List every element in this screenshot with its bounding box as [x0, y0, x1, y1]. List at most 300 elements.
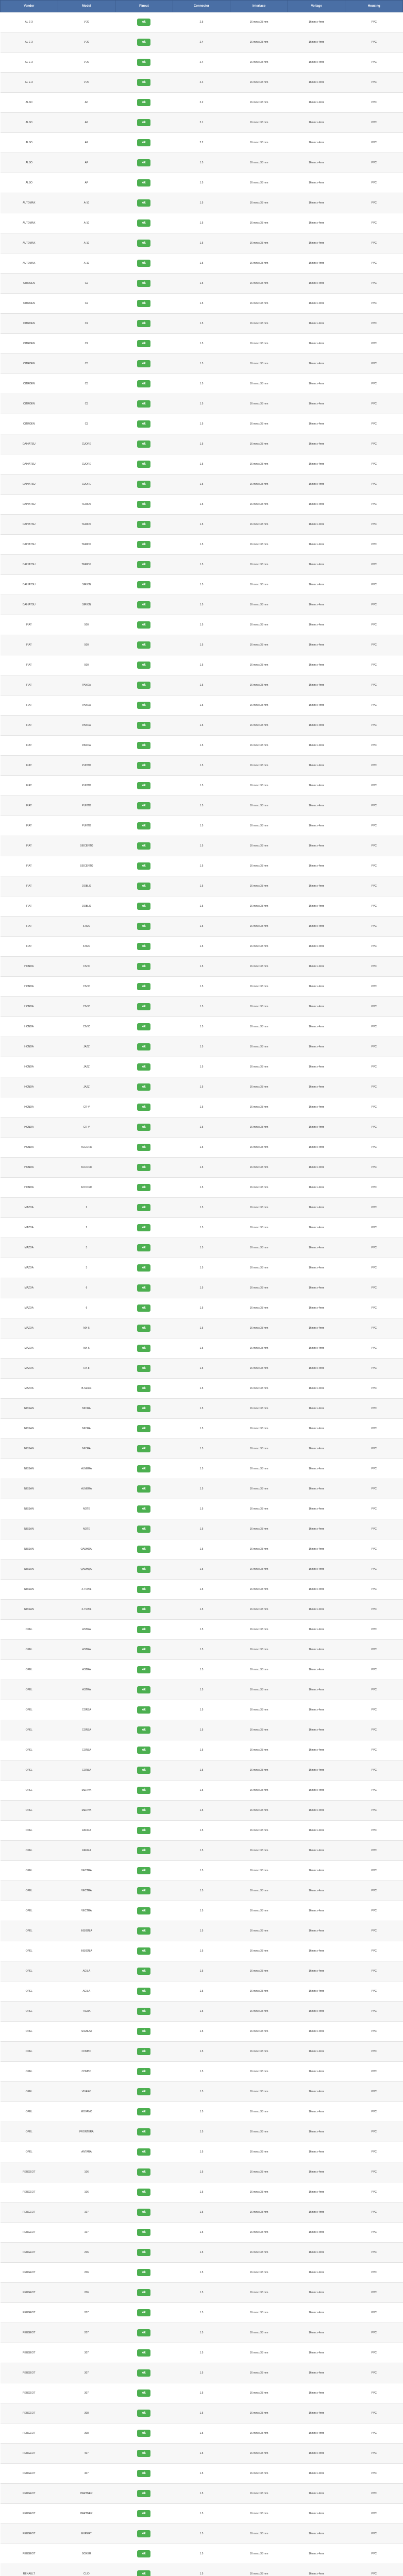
cell-pinout2: 16mm x 4mm — [288, 1258, 345, 1278]
cell-model: 3 — [58, 1258, 115, 1278]
cell-connector: 1.5 — [173, 736, 230, 756]
cell-pinout — [115, 2363, 173, 2383]
cell-model: DOBLO — [58, 896, 115, 917]
status-badge[interactable]: ok — [137, 159, 150, 166]
status-badge[interactable]: ok — [137, 662, 150, 669]
cell-model: C2 — [58, 334, 115, 354]
table-row — [1, 2002, 403, 2022]
status-badge[interactable]: ok — [137, 340, 150, 347]
status-badge[interactable]: ok — [137, 1887, 150, 1894]
cell-model: ACCORD — [58, 1178, 115, 1198]
status-badge[interactable]: ok — [137, 139, 150, 146]
cell-vendor: OPEL — [1, 2142, 58, 2162]
cell-pinout — [115, 1017, 173, 1037]
status-badge[interactable]: ok — [137, 1767, 150, 1774]
cell-connector: 1.5 — [173, 1519, 230, 1539]
cell-voltage: 16 mm x 33 mm — [230, 1057, 288, 1077]
cell-pinout — [115, 32, 173, 53]
cell-voltage: 16 mm x 33 mm — [230, 1580, 288, 1600]
cell-pinout — [115, 977, 173, 997]
status-badge[interactable]: ok — [137, 2510, 150, 2517]
status-badge[interactable]: ok — [137, 1867, 150, 1874]
status-badge[interactable]: ok — [137, 1907, 150, 1914]
cell-vendor: OPEL — [1, 2062, 58, 2082]
status-badge[interactable]: ok — [137, 19, 150, 26]
table-row — [1, 2424, 403, 2444]
table-row — [1, 2243, 403, 2263]
cell-pinout — [115, 736, 173, 756]
status-badge[interactable]: ok — [137, 1345, 150, 1352]
status-badge[interactable]: ok — [137, 2229, 150, 2236]
status-badge[interactable]: ok — [137, 79, 150, 86]
status-badge[interactable]: ok — [137, 2028, 150, 2035]
cell-model: MICRA — [58, 1399, 115, 1419]
status-badge[interactable]: ok — [137, 2289, 150, 2296]
cell-model: TIGRA — [58, 2002, 115, 2022]
cell-connector: 1.5 — [173, 917, 230, 937]
cell-connector: 1.5 — [173, 1740, 230, 1760]
cell-voltage: 16 mm x 33 mm — [230, 997, 288, 1017]
cell-vendor: MAZDA — [1, 1198, 58, 1218]
cell-housing: PVC — [345, 253, 403, 274]
cell-model: 500 — [58, 655, 115, 675]
cell-vendor: MAZDA — [1, 1379, 58, 1399]
cell-connector: 1.5 — [173, 696, 230, 716]
cell-housing: PVC — [345, 1539, 403, 1560]
cell-voltage: 16 mm x 33 mm — [230, 394, 288, 414]
cell-model: VECTRA — [58, 1881, 115, 1901]
table-row — [1, 113, 403, 133]
status-badge[interactable]: ok — [137, 1124, 150, 1131]
cell-voltage: 16 mm x 33 mm — [230, 575, 288, 595]
cell-pinout — [115, 454, 173, 474]
status-badge[interactable]: ok — [137, 1586, 150, 1593]
cell-vendor: FIAT — [1, 655, 58, 675]
status-badge[interactable]: ok — [137, 1626, 150, 1633]
status-badge[interactable]: ok — [137, 1445, 150, 1452]
cell-pinout2: 16mm x 4mm — [288, 595, 345, 615]
status-badge[interactable]: ok — [137, 1706, 150, 1714]
cell-pinout2: 16mm x 4mm — [288, 2102, 345, 2122]
status-badge[interactable]: ok — [137, 2309, 150, 2316]
status-badge[interactable]: ok — [137, 802, 150, 809]
status-badge[interactable]: ok — [137, 682, 150, 689]
status-badge[interactable]: ok — [137, 1365, 150, 1372]
status-badge[interactable]: ok — [137, 541, 150, 548]
status-badge[interactable]: ok — [137, 461, 150, 468]
status-badge[interactable]: ok — [137, 2490, 150, 2497]
status-badge[interactable]: ok — [137, 501, 150, 508]
cell-vendor: AUTOMAX — [1, 213, 58, 233]
cell-pinout2: 16mm x 4mm — [288, 655, 345, 675]
cell-connector: 1.5 — [173, 1198, 230, 1218]
cell-voltage: 16 mm x 33 mm — [230, 1258, 288, 1278]
status-badge[interactable]: ok — [137, 1927, 150, 1935]
cell-connector: 1.5 — [173, 1861, 230, 1881]
status-badge[interactable]: ok — [137, 2088, 150, 2095]
status-badge[interactable]: ok — [137, 1947, 150, 1955]
status-badge[interactable]: ok — [137, 1747, 150, 1754]
cell-vendor: MAZDA — [1, 1298, 58, 1318]
cell-model: STILO — [58, 937, 115, 957]
status-badge[interactable]: ok — [137, 380, 150, 387]
cell-pinout — [115, 836, 173, 856]
cell-housing: PVC — [345, 716, 403, 736]
status-badge[interactable]: ok — [137, 2189, 150, 2196]
table-row — [1, 1479, 403, 1499]
status-badge[interactable]: ok — [137, 822, 150, 829]
cell-pinout2: 16mm x 4mm — [288, 213, 345, 233]
cell-vendor: OPEL — [1, 1841, 58, 1861]
cell-pinout — [115, 1921, 173, 1941]
status-badge[interactable]: ok — [137, 1505, 150, 1513]
cell-pinout — [115, 1399, 173, 1419]
status-badge[interactable]: ok — [137, 1847, 150, 1854]
status-badge[interactable]: ok — [137, 1566, 150, 1573]
status-badge[interactable]: ok — [137, 2068, 150, 2075]
cell-voltage: 16 mm x 33 mm — [230, 193, 288, 213]
status-badge[interactable]: ok — [137, 1726, 150, 1734]
status-badge[interactable]: ok — [137, 260, 150, 267]
status-badge[interactable]: ok — [137, 2048, 150, 2055]
cell-pinout — [115, 1218, 173, 1238]
status-badge[interactable]: ok — [137, 722, 150, 729]
status-badge[interactable]: ok — [137, 2168, 150, 2176]
status-badge[interactable]: ok — [137, 1606, 150, 1613]
status-badge[interactable]: ok — [137, 601, 150, 608]
status-badge[interactable]: ok — [137, 2450, 150, 2457]
table-row — [1, 776, 403, 796]
status-badge[interactable]: ok — [137, 1244, 150, 1251]
cell-housing: PVC — [345, 2243, 403, 2263]
cell-pinout2: 16mm x 4mm — [288, 133, 345, 153]
cell-housing: PVC — [345, 856, 403, 876]
cell-voltage: 16 mm x 33 mm — [230, 474, 288, 495]
cell-voltage: 16 mm x 33 mm — [230, 1479, 288, 1499]
status-badge[interactable]: ok — [137, 1264, 150, 1272]
cell-vendor: OPEL — [1, 1680, 58, 1700]
cell-voltage: 16 mm x 33 mm — [230, 1218, 288, 1238]
cell-pinout2: 16mm x 4mm — [288, 294, 345, 314]
status-badge[interactable]: ok — [137, 1083, 150, 1091]
status-badge[interactable]: ok — [137, 923, 150, 930]
cell-housing: PVC — [345, 1981, 403, 2002]
status-badge[interactable]: ok — [137, 1827, 150, 1834]
status-badge[interactable]: ok — [137, 2269, 150, 2276]
cell-vendor: FIAT — [1, 876, 58, 896]
status-badge[interactable]: ok — [137, 219, 150, 227]
cell-housing: PVC — [345, 1861, 403, 1881]
table-row — [1, 2202, 403, 2223]
cell-vendor: ALSO — [1, 113, 58, 133]
status-badge[interactable]: ok — [137, 119, 150, 126]
cell-vendor: PEUGEOT — [1, 2524, 58, 2544]
cell-pinout — [115, 1258, 173, 1278]
cell-model: C2 — [58, 294, 115, 314]
table-row — [1, 2524, 403, 2544]
status-badge[interactable]: ok — [137, 2128, 150, 2136]
status-badge[interactable]: ok — [137, 1425, 150, 1432]
cell-pinout2: 16mm x 4mm — [288, 1941, 345, 1961]
cell-housing: PVC — [345, 2283, 403, 2303]
cell-housing: PVC — [345, 515, 403, 535]
cell-model: AGILA — [58, 1961, 115, 1981]
cell-pinout2: 16mm x 4mm — [288, 816, 345, 836]
status-badge[interactable]: ok — [137, 2530, 150, 2537]
cell-voltage: 16 mm x 33 mm — [230, 73, 288, 93]
table-row — [1, 1841, 403, 1861]
status-badge[interactable]: ok — [137, 2470, 150, 2477]
cell-pinout2: 16mm x 4mm — [288, 2223, 345, 2243]
table-row — [1, 1981, 403, 2002]
status-badge[interactable]: ok — [137, 883, 150, 890]
cell-voltage: 16 mm x 33 mm — [230, 917, 288, 937]
status-badge[interactable]: ok — [137, 2148, 150, 2156]
status-badge[interactable]: ok — [137, 240, 150, 247]
status-badge[interactable]: ok — [137, 641, 150, 649]
cell-housing: PVC — [345, 1941, 403, 1961]
status-badge[interactable]: ok — [137, 903, 150, 910]
status-badge[interactable]: ok — [137, 1023, 150, 1030]
status-badge[interactable]: ok — [137, 360, 150, 367]
status-badge[interactable]: ok — [137, 481, 150, 488]
cell-pinout — [115, 93, 173, 113]
cell-connector: 1.5 — [173, 414, 230, 434]
status-badge[interactable]: ok — [137, 300, 150, 307]
status-badge[interactable]: ok — [137, 742, 150, 749]
cell-connector: 1.5 — [173, 2363, 230, 2383]
cell-model: PUNTO — [58, 776, 115, 796]
cell-pinout — [115, 1097, 173, 1117]
cell-pinout — [115, 1057, 173, 1077]
cell-pinout2: 16mm x 4mm — [288, 173, 345, 193]
cell-vendor: AUTOMAX — [1, 193, 58, 213]
status-badge[interactable]: ok — [137, 2369, 150, 2377]
status-badge[interactable]: ok — [137, 199, 150, 207]
cell-connector: 1.5 — [173, 2464, 230, 2484]
cell-voltage: 16 mm x 33 mm — [230, 1379, 288, 1399]
cell-voltage: 16 mm x 33 mm — [230, 896, 288, 917]
status-badge[interactable]: ok — [137, 1325, 150, 1332]
cell-vendor: PEUGEOT — [1, 2444, 58, 2464]
status-badge[interactable]: ok — [137, 2108, 150, 2115]
status-badge[interactable]: ok — [137, 1304, 150, 1312]
cell-connector: 1.5 — [173, 957, 230, 977]
cell-pinout — [115, 334, 173, 354]
status-badge[interactable]: ok — [137, 59, 150, 66]
cell-voltage: 16 mm x 33 mm — [230, 1097, 288, 1117]
cell-pinout2: 16mm x 4mm — [288, 2363, 345, 2383]
status-badge[interactable]: ok — [137, 1787, 150, 1794]
cell-voltage: 16 mm x 33 mm — [230, 213, 288, 233]
status-badge[interactable]: ok — [137, 1224, 150, 1231]
cell-pinout — [115, 1439, 173, 1459]
status-badge[interactable]: ok — [137, 983, 150, 990]
status-badge[interactable]: ok — [137, 2209, 150, 2216]
cell-pinout2: 16mm x 4mm — [288, 1318, 345, 1338]
cell-connector: 1.5 — [173, 153, 230, 173]
table-row — [1, 1861, 403, 1881]
cell-vendor: PEUGEOT — [1, 2383, 58, 2403]
status-badge[interactable]: ok — [137, 782, 150, 789]
status-badge[interactable]: ok — [137, 621, 150, 629]
cell-pinout2: 16mm x 4mm — [288, 1298, 345, 1318]
cell-model: 2 — [58, 1218, 115, 1238]
status-badge[interactable]: ok — [137, 702, 150, 709]
cell-connector: 1.5 — [173, 2283, 230, 2303]
table-row — [1, 1680, 403, 1700]
cell-housing: PVC — [345, 1037, 403, 1057]
cell-pinout — [115, 1821, 173, 1841]
status-badge[interactable]: ok — [137, 2349, 150, 2357]
cell-pinout2: 16mm x 4mm — [288, 1238, 345, 1258]
status-badge[interactable]: ok — [137, 1465, 150, 1472]
cell-housing: PVC — [345, 314, 403, 334]
status-badge[interactable]: ok — [137, 2329, 150, 2336]
status-badge[interactable]: ok — [137, 1526, 150, 1533]
cell-model: 106 — [58, 2162, 115, 2182]
cell-housing: PVC — [345, 2162, 403, 2182]
status-badge[interactable]: ok — [137, 280, 150, 287]
status-badge[interactable]: ok — [137, 1184, 150, 1191]
status-badge[interactable]: ok — [137, 99, 150, 106]
cell-voltage: 16 mm x 33 mm — [230, 1158, 288, 1178]
status-badge[interactable]: ok — [137, 1807, 150, 1814]
cell-voltage: 16 mm x 33 mm — [230, 1359, 288, 1379]
cell-connector: 1.5 — [173, 1238, 230, 1258]
cell-voltage: 16 mm x 33 mm — [230, 2323, 288, 2343]
cell-model: 307 — [58, 2363, 115, 2383]
status-badge[interactable]: ok — [137, 420, 150, 428]
cell-housing: PVC — [345, 1439, 403, 1459]
cell-housing: PVC — [345, 1338, 403, 1359]
status-badge[interactable]: ok — [137, 1204, 150, 1211]
status-badge[interactable]: ok — [137, 39, 150, 46]
status-badge[interactable]: ok — [137, 1988, 150, 1995]
status-badge[interactable]: ok — [137, 1686, 150, 1693]
status-badge[interactable]: ok — [137, 2550, 150, 2557]
cell-connector: 1.5 — [173, 2564, 230, 2576]
status-badge[interactable]: ok — [137, 762, 150, 769]
cell-connector: 1.5 — [173, 495, 230, 515]
cell-vendor: PEUGEOT — [1, 2182, 58, 2202]
cell-voltage: 16 mm x 33 mm — [230, 274, 288, 294]
status-badge[interactable]: ok — [137, 1385, 150, 1392]
cell-model: AP — [58, 133, 115, 153]
status-badge[interactable]: ok — [137, 2570, 150, 2576]
cell-housing: PVC — [345, 1278, 403, 1298]
cell-connector: 1.5 — [173, 2082, 230, 2102]
status-badge[interactable]: ok — [137, 2389, 150, 2397]
cell-model: PANDA — [58, 716, 115, 736]
status-badge[interactable]: ok — [137, 400, 150, 408]
status-badge[interactable]: ok — [137, 2008, 150, 2015]
status-badge[interactable]: ok — [137, 1043, 150, 1050]
status-badge[interactable]: ok — [137, 320, 150, 327]
status-badge[interactable]: ok — [137, 581, 150, 588]
cell-connector: 1.5 — [173, 2102, 230, 2122]
table-row — [1, 334, 403, 354]
status-badge[interactable]: ok — [137, 2410, 150, 2417]
table-row — [1, 1640, 403, 1660]
cell-pinout2: 16mm x 4mm — [288, 535, 345, 555]
cell-pinout — [115, 575, 173, 595]
status-badge[interactable]: ok — [137, 521, 150, 528]
cell-pinout — [115, 2524, 173, 2544]
status-badge[interactable]: ok — [137, 1284, 150, 1292]
table-row — [1, 1318, 403, 1338]
cell-connector: 1.5 — [173, 1499, 230, 1519]
status-badge[interactable]: ok — [137, 1164, 150, 1171]
cell-voltage: 16 mm x 33 mm — [230, 1801, 288, 1821]
table-row — [1, 1459, 403, 1479]
cell-connector: 1.5 — [173, 2343, 230, 2363]
table-row — [1, 193, 403, 213]
status-badge[interactable]: ok — [137, 2430, 150, 2437]
cell-model: CIVIC — [58, 1017, 115, 1037]
table-row — [1, 93, 403, 113]
cell-housing: PVC — [345, 1238, 403, 1258]
cell-pinout — [115, 2202, 173, 2223]
cell-housing: PVC — [345, 1077, 403, 1097]
status-badge[interactable]: ok — [137, 842, 150, 850]
cell-connector: 1.5 — [173, 2263, 230, 2283]
status-badge[interactable]: ok — [137, 561, 150, 568]
cell-model: CR-V — [58, 1117, 115, 1138]
status-badge[interactable]: ok — [137, 862, 150, 870]
cell-housing: PVC — [345, 274, 403, 294]
status-badge[interactable]: ok — [137, 963, 150, 970]
cell-pinout — [115, 474, 173, 495]
status-badge[interactable]: ok — [137, 1546, 150, 1553]
status-badge[interactable]: ok — [137, 1063, 150, 1071]
status-badge[interactable]: ok — [137, 440, 150, 448]
cell-model: NOTE — [58, 1519, 115, 1539]
status-badge[interactable]: ok — [137, 1003, 150, 1010]
cell-connector: 1.5 — [173, 2303, 230, 2323]
cell-vendor: NISSAN — [1, 1399, 58, 1419]
cell-voltage: 16 mm x 33 mm — [230, 615, 288, 635]
cell-vendor: AL E-X — [1, 32, 58, 53]
cell-model: BOXER — [58, 2544, 115, 2564]
cell-connector: 1.5 — [173, 314, 230, 334]
cell-pinout2: 16mm x 4mm — [288, 2524, 345, 2544]
cell-voltage: 16 mm x 33 mm — [230, 2042, 288, 2062]
cell-voltage: 16 mm x 33 mm — [230, 2162, 288, 2182]
status-badge[interactable]: ok — [137, 1968, 150, 1975]
cell-vendor: MAZDA — [1, 1238, 58, 1258]
status-badge[interactable]: ok — [137, 179, 150, 187]
cell-model: VECTRA — [58, 1861, 115, 1881]
cell-vendor: NISSAN — [1, 1419, 58, 1439]
cell-pinout2: 16mm x 4mm — [288, 736, 345, 756]
cell-model: INSIGNIA — [58, 1921, 115, 1941]
cell-model: CUORE — [58, 474, 115, 495]
status-badge[interactable]: ok — [137, 1666, 150, 1673]
status-badge[interactable]: ok — [137, 943, 150, 950]
cell-vendor: HONDA — [1, 1178, 58, 1198]
table-row — [1, 615, 403, 635]
status-badge[interactable]: ok — [137, 1104, 150, 1111]
table-row — [1, 1760, 403, 1781]
status-badge[interactable]: ok — [137, 1144, 150, 1151]
status-badge[interactable]: ok — [137, 1485, 150, 1493]
cell-pinout — [115, 1901, 173, 1921]
cell-vendor: HONDA — [1, 1158, 58, 1178]
status-badge[interactable]: ok — [137, 1405, 150, 1412]
status-badge[interactable]: ok — [137, 1646, 150, 1653]
status-badge[interactable]: ok — [137, 2249, 150, 2256]
